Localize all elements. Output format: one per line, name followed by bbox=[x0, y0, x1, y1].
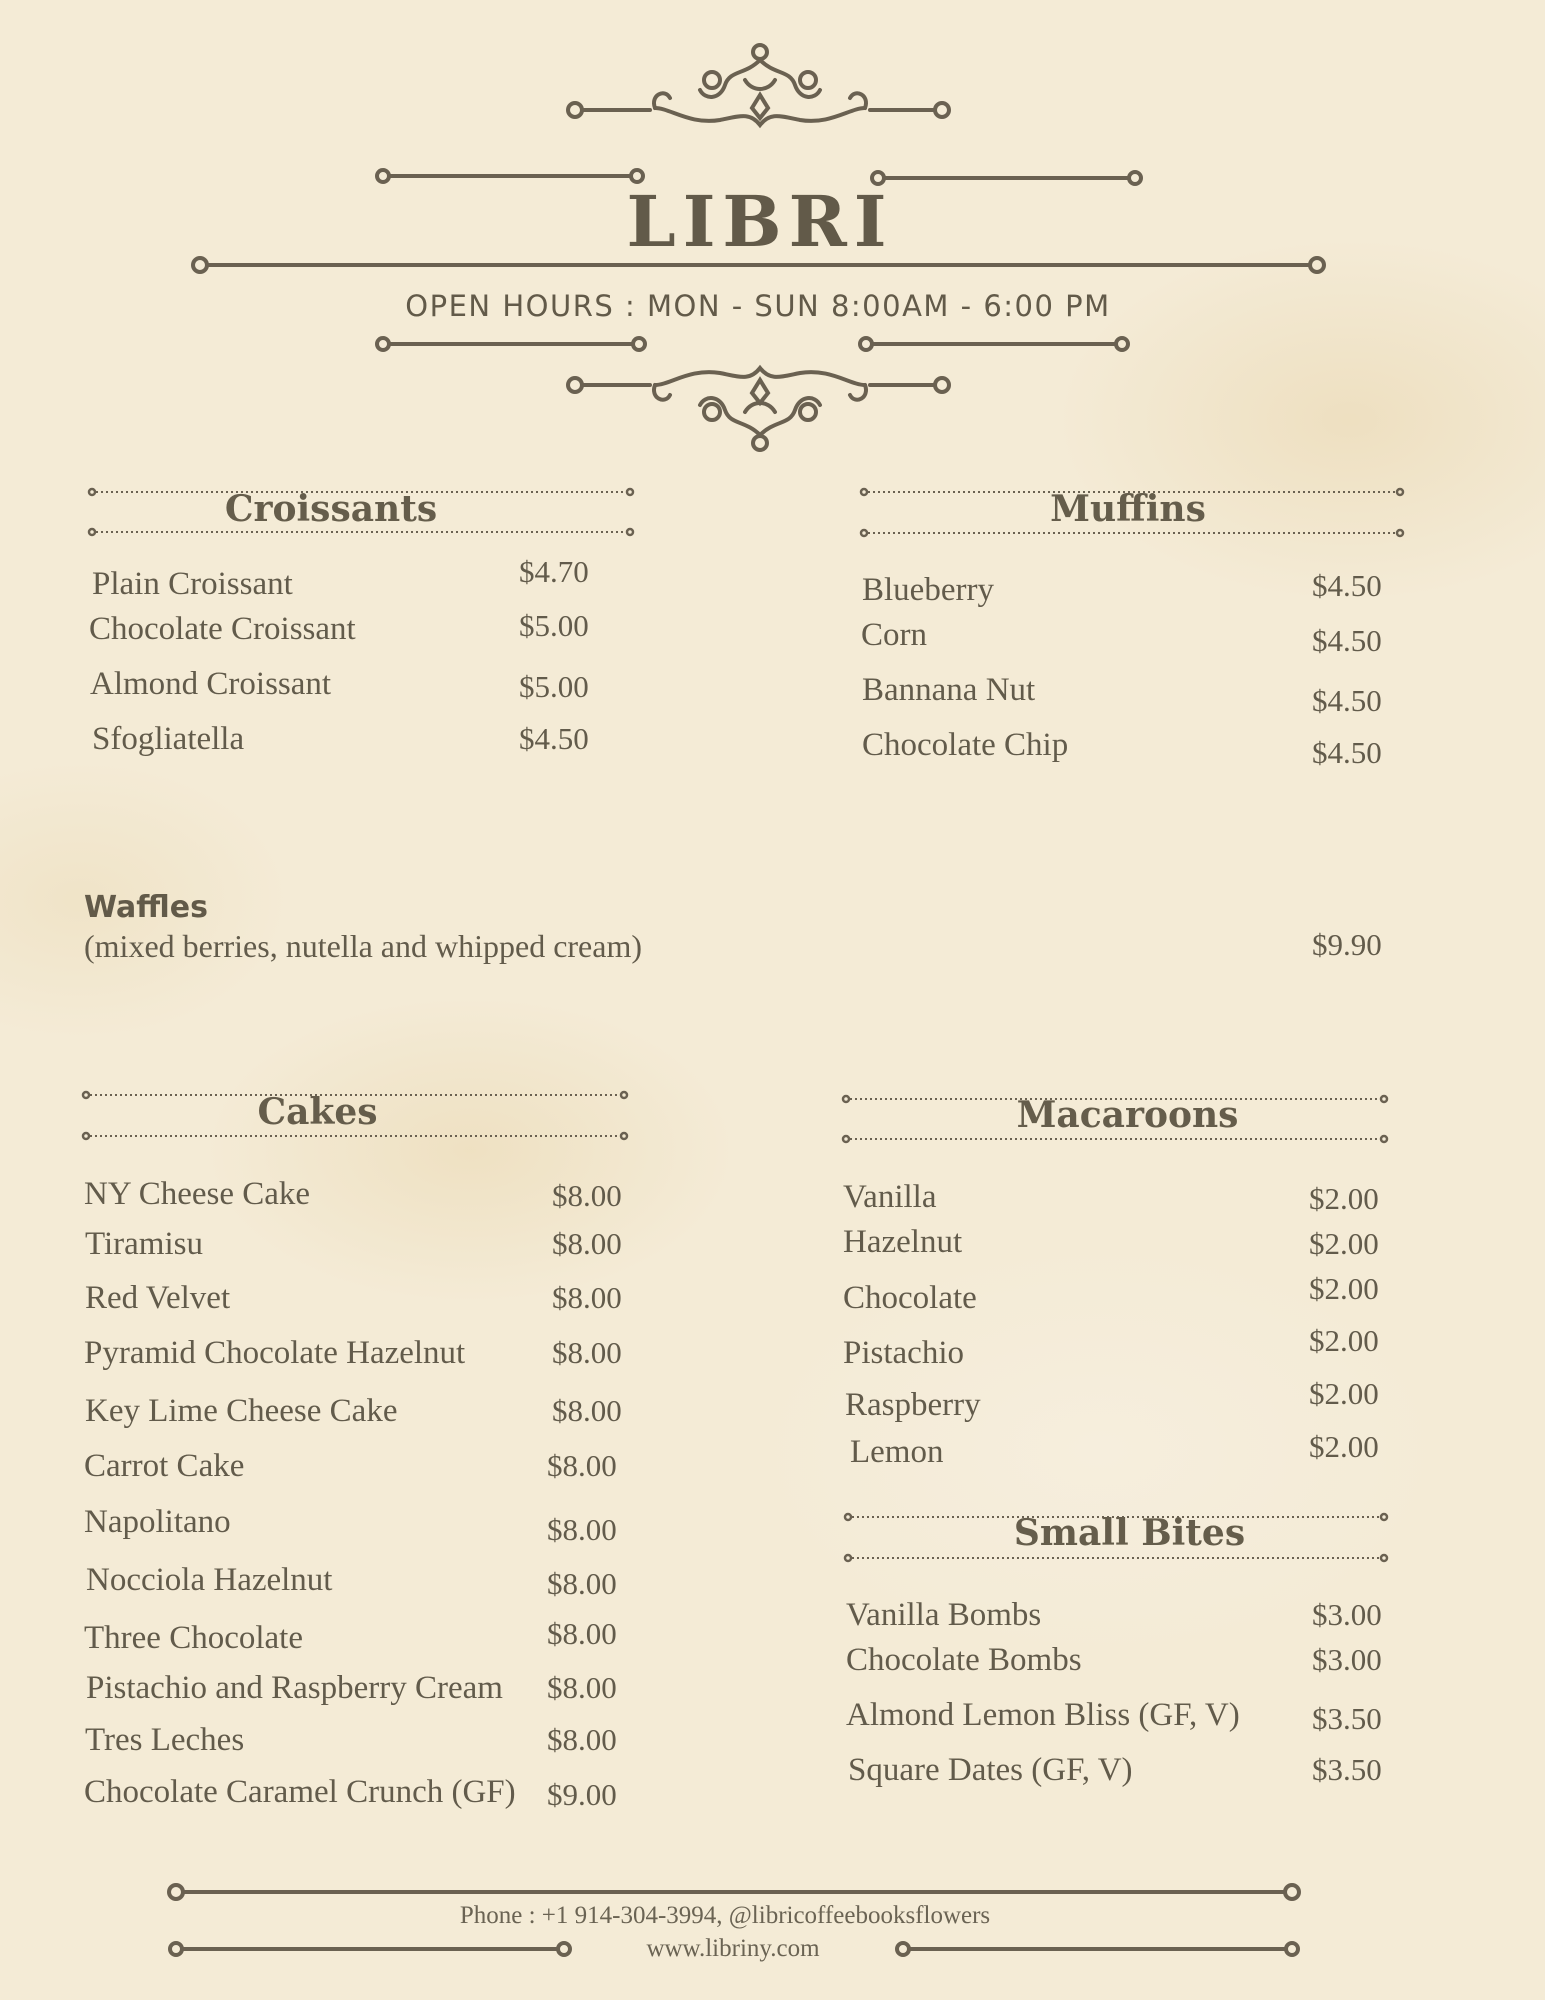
footer-contact: Phone : +1 914-304-3994, @libricoffeebooksflowers bbox=[459, 1902, 991, 1929]
menu-item-name: Chocolate Caramel Crunch (GF) bbox=[84, 1774, 516, 1810]
waffles-description: (mixed berries, nutella and whipped cream) bbox=[84, 928, 642, 964]
menu-item-name: Almond Lemon Bliss (GF, V) bbox=[846, 1697, 1240, 1733]
menu-item-name: Three Chocolate bbox=[84, 1620, 303, 1656]
menu-item-price: $4.50 bbox=[1312, 735, 1382, 770]
menu-item-price: $4.70 bbox=[519, 554, 589, 589]
menu-item-price: $8.00 bbox=[547, 1722, 617, 1757]
menu-item-name: Carrot Cake bbox=[84, 1448, 245, 1484]
menu-item-price: $8.00 bbox=[547, 1448, 617, 1483]
menu-item-price: $8.00 bbox=[552, 1178, 622, 1213]
menu-item-name: Almond Croissant bbox=[90, 666, 332, 702]
menu-item-name: Napolitano bbox=[84, 1504, 231, 1540]
open-hours: OPEN HOURS : MON - SUN 8:00AM - 6:00 PM bbox=[405, 289, 1111, 323]
menu-item-price: $2.00 bbox=[1309, 1429, 1379, 1464]
menu-item-name: Chocolate Bombs bbox=[846, 1642, 1082, 1678]
menu-item-price: $8.00 bbox=[547, 1616, 617, 1651]
menu-item-price: $5.00 bbox=[519, 608, 589, 643]
menu-item-price: $3.50 bbox=[1312, 1752, 1382, 1787]
menu-item-name: NY Cheese Cake bbox=[84, 1176, 311, 1212]
menu-item-price: $8.00 bbox=[547, 1670, 617, 1705]
muffins-heading: Muffins bbox=[1050, 488, 1206, 530]
menu-item-name: Sfogliatella bbox=[92, 721, 245, 757]
menu-item-price: $3.50 bbox=[1312, 1701, 1382, 1736]
menu-item-name: Pistachio bbox=[843, 1335, 964, 1371]
menu-item-name: Bannana Nut bbox=[862, 672, 1036, 708]
waffles-price: $9.90 bbox=[1312, 927, 1382, 962]
menu-item-name: Red Velvet bbox=[85, 1280, 231, 1316]
menu-item-name: Corn bbox=[861, 617, 927, 653]
menu-item-name: Key Lime Cheese Cake bbox=[85, 1393, 398, 1429]
footer-website[interactable]: www.libriny.com bbox=[646, 1935, 820, 1962]
menu-item-price: $2.00 bbox=[1309, 1271, 1379, 1306]
menu-item-name: Raspberry bbox=[845, 1387, 981, 1423]
menu-item-price: $4.50 bbox=[1312, 683, 1382, 718]
menu-item-name: Tiramisu bbox=[85, 1226, 203, 1262]
menu-item-name: Vanilla bbox=[843, 1179, 937, 1215]
menu-item-price: $9.00 bbox=[547, 1777, 617, 1812]
menu-item-price: $4.50 bbox=[1312, 568, 1382, 603]
menu-item-name: Chocolate Chip bbox=[862, 727, 1069, 763]
macaroons-heading: Macaroons bbox=[1016, 1094, 1239, 1136]
menu-item-name: Pyramid Chocolate Hazelnut bbox=[84, 1335, 466, 1371]
menu-item-price: $2.00 bbox=[1309, 1376, 1379, 1411]
menu-item-price: $8.00 bbox=[547, 1566, 617, 1601]
menu-item-name: Nocciola Hazelnut bbox=[86, 1562, 333, 1598]
menu-item-price: $2.00 bbox=[1309, 1226, 1379, 1261]
menu-item-price: $4.50 bbox=[519, 721, 589, 756]
menu-item-price: $2.00 bbox=[1309, 1323, 1379, 1358]
menu-item-name: Chocolate bbox=[843, 1280, 977, 1316]
menu-item-name: Lemon bbox=[850, 1434, 944, 1470]
menu-item-price: $8.00 bbox=[552, 1280, 622, 1315]
menu-item-name: Square Dates (GF, V) bbox=[848, 1752, 1133, 1788]
menu-item-price: $8.00 bbox=[552, 1226, 622, 1261]
menu-item-price: $3.00 bbox=[1312, 1642, 1382, 1677]
croissants-heading: Croissants bbox=[224, 488, 438, 530]
menu-item-name: Tres Leches bbox=[85, 1722, 245, 1758]
menu-item-price: $8.00 bbox=[552, 1335, 622, 1370]
menu-item-name: Plain Croissant bbox=[92, 566, 293, 602]
menu-item-name: Blueberry bbox=[862, 572, 994, 608]
cakes-heading: Cakes bbox=[257, 1091, 378, 1133]
restaurant-title: LIBRI bbox=[626, 180, 894, 263]
menu-item-name: Chocolate Croissant bbox=[89, 611, 356, 647]
waffles-heading: Waffles bbox=[84, 890, 208, 925]
menu-item-price: $8.00 bbox=[552, 1393, 622, 1428]
menu-item-price: $8.00 bbox=[547, 1512, 617, 1547]
menu-item-name: Vanilla Bombs bbox=[846, 1597, 1042, 1633]
menu-item-name: Pistachio and Raspberry Cream bbox=[86, 1670, 503, 1706]
menu-item-price: $4.50 bbox=[1312, 623, 1382, 658]
menu-item-name: Hazelnut bbox=[843, 1224, 963, 1260]
menu-item-price: $3.00 bbox=[1312, 1597, 1382, 1632]
small-bites-heading: Small Bites bbox=[1013, 1512, 1246, 1554]
menu-item-price: $5.00 bbox=[519, 669, 589, 704]
menu-item-price: $2.00 bbox=[1309, 1181, 1379, 1216]
